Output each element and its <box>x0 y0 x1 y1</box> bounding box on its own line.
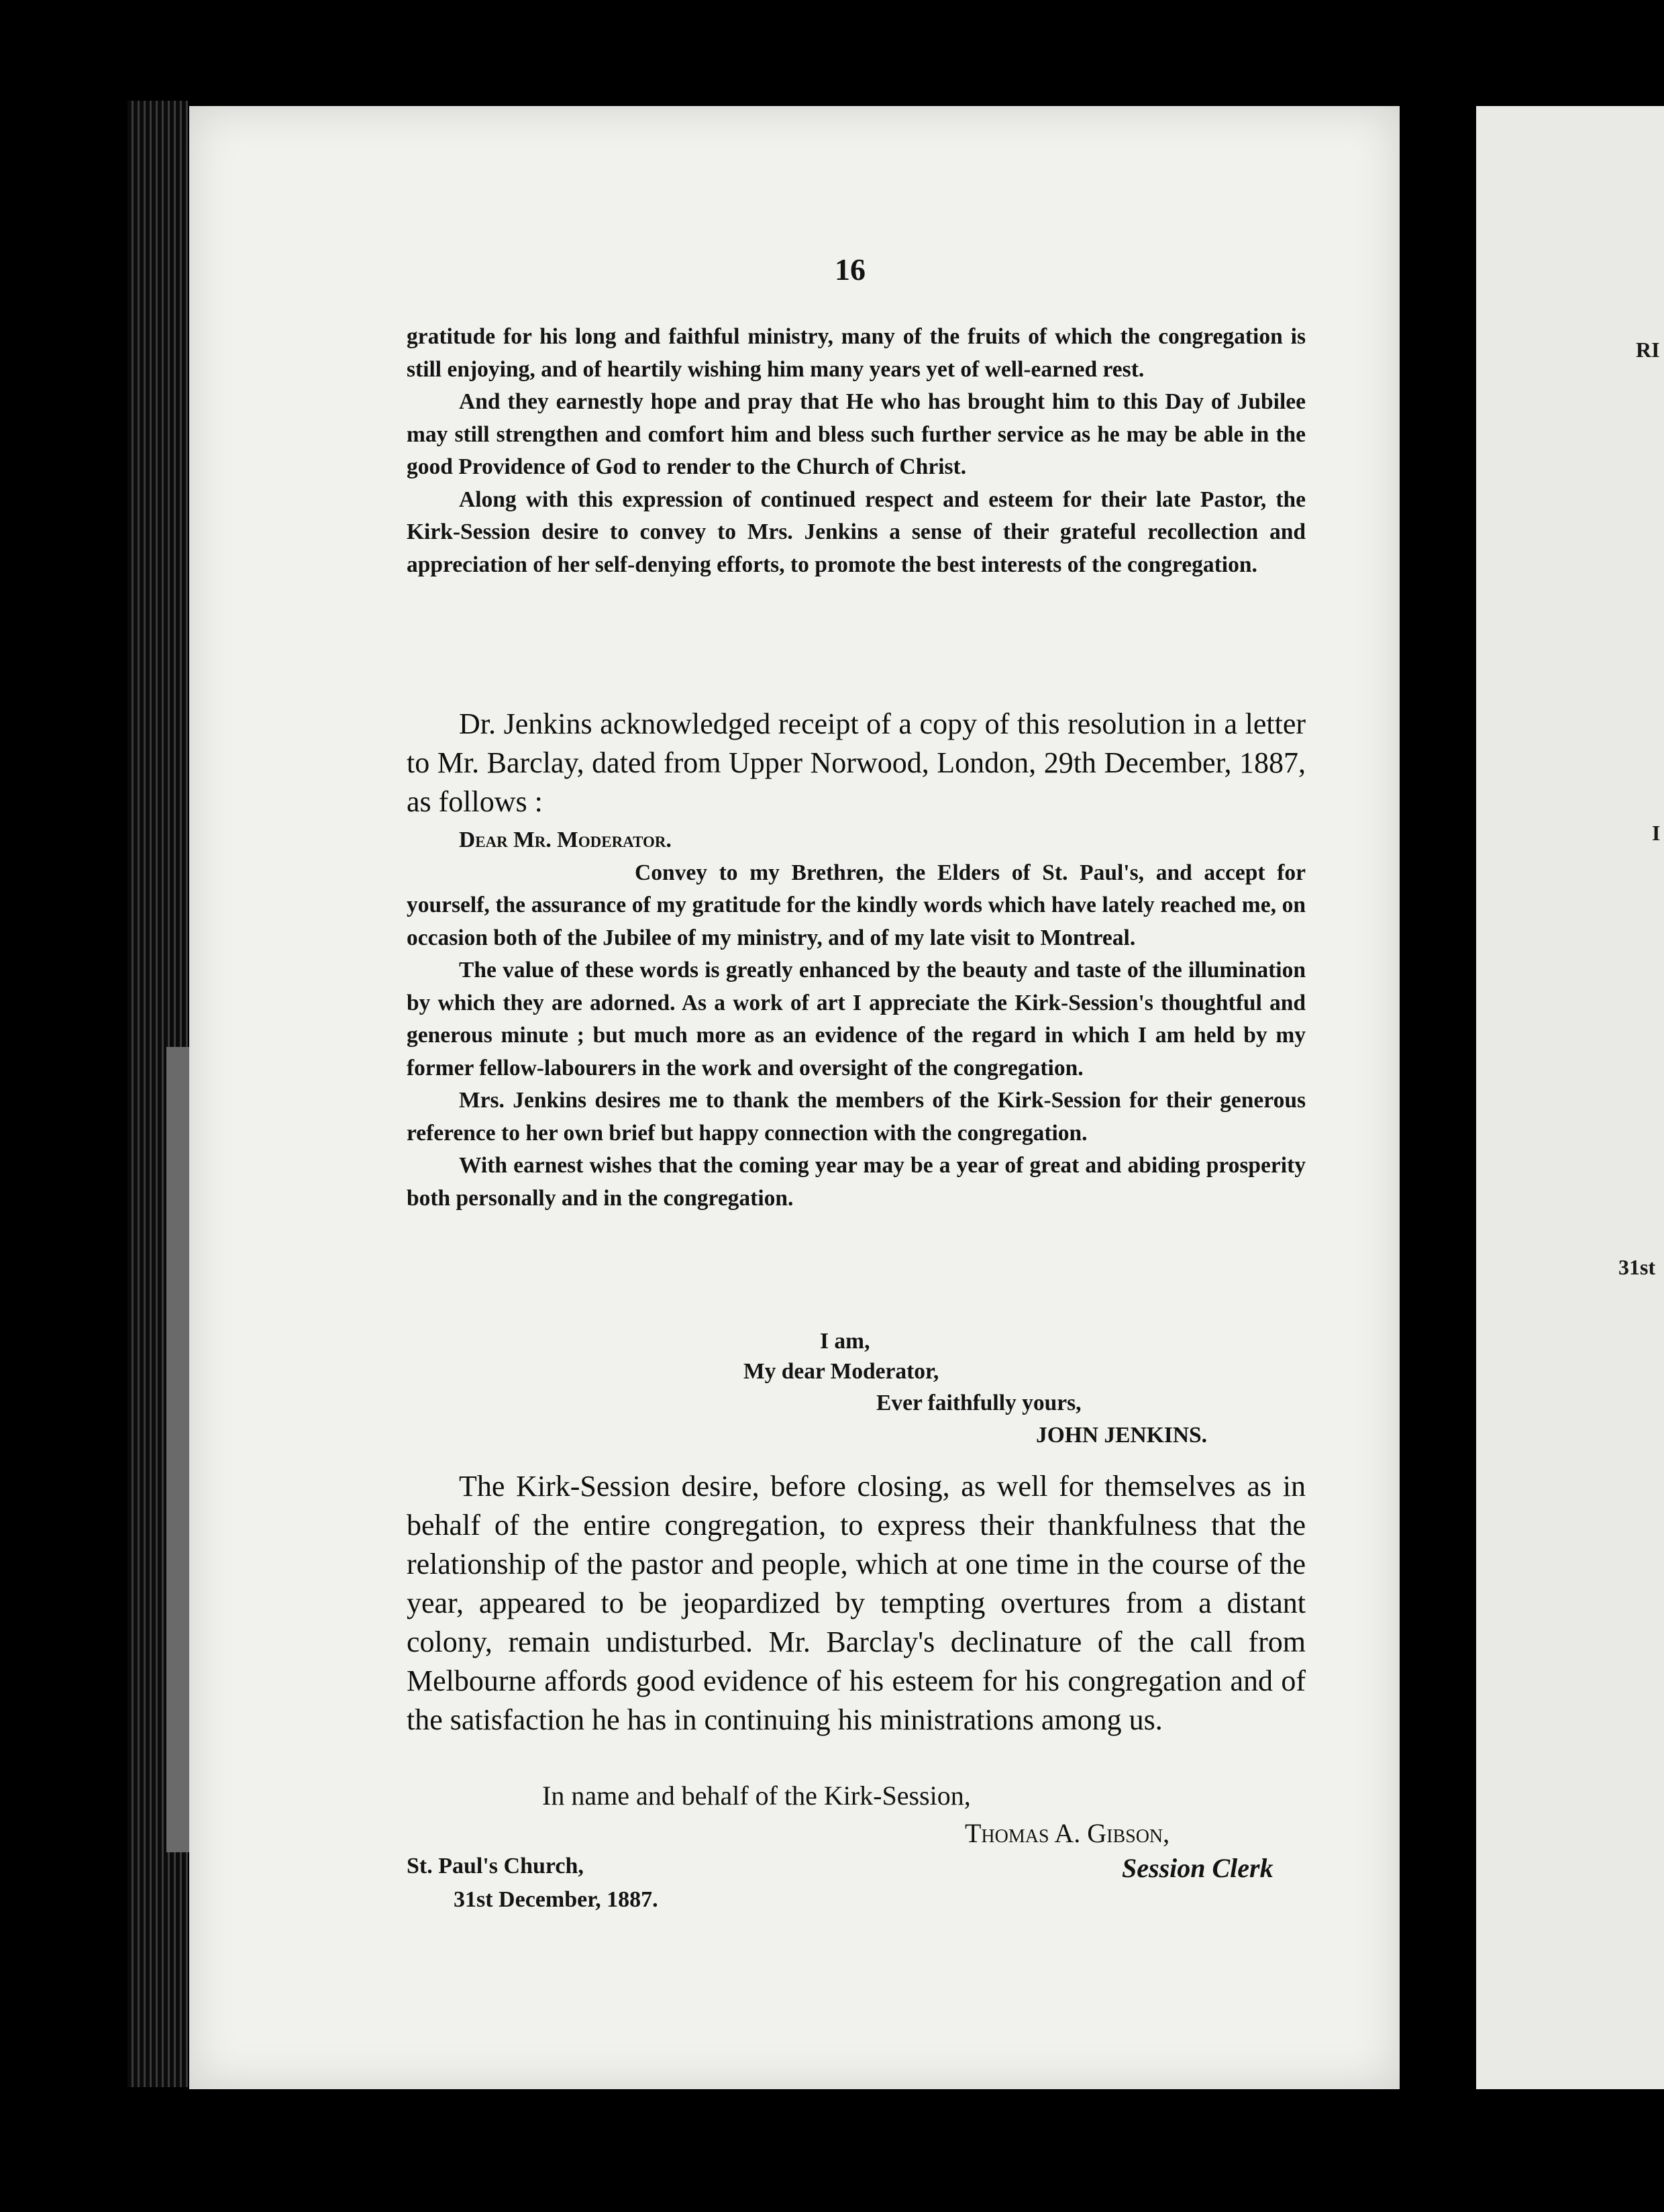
resolution-continuation <box>407 321 1306 581</box>
final-paragraph-block <box>407 1467 1306 1740</box>
sign-off-line: In name and behalf of the Kirk-Session, <box>542 1780 971 1811</box>
resolution-paragraph-1: gratitude for his long and faithful ministry, many of the fruits of which the congregation is still enjoying, and of heartily wishing him many years yet of well-earned rest. <box>407 324 1306 382</box>
resolution-paragraph-3: Along with this expression of continued respect and esteem for their late Pastor, the Kirk-Session desire to convey to Mrs. Jenkins a sense of their grateful recollection and appreciation of her self-denying efforts, to promote the best interests of the congregation. <box>407 487 1306 577</box>
acknowledgement-paragraph: Dr. Jenkins acknowledged receipt of a copy of this resolution in a letter to Mr. Barclay, dated from Upper Norwood, London, 29th December, 1887, as follows : <box>407 707 1306 818</box>
sign-off-date: 31st December, 1887. <box>454 1887 658 1912</box>
resolution-paragraph-2: And they earnestly hope and pray that He who has brought him to this Day of Jubilee may still strengthen and comfort him and bless such further service as he may be able in the good Providence of God to render to the Church of Christ. <box>407 389 1306 479</box>
final-paragraph: The Kirk-Session desire, before closing, as well for themselves as in behalf of the entire congregation, to express their thankfulness that the relationship of the pastor and people, which at one time in the course of the year, appeared to be jeopardized by tempting overtures from a distant colony, remain undisturbed. Mr. Barclay's declinature of the call from Melbourne affords good evidence of his esteem for his congregation and of the satisfaction he has in continuing his ministrations among us. <box>407 1470 1306 1736</box>
letter-paragraph-2: The value of these words is greatly enhanced by the beauty and taste of the illumination by which they are adorned. As a work of art I appreciate the Kirk-Session's thoughtful and generous minute ; but much more as an evidence of the regard in which I am held by my former fellow-labourers in the work and oversight of the congregation. <box>407 958 1306 1080</box>
facing-fragment-2: I <box>1652 821 1661 845</box>
facing-fragment-3: 31st <box>1618 1255 1656 1279</box>
letter-salutation: Dear Mr. Moderator. <box>459 827 672 852</box>
sign-off-name: Thomas A. Gibson, <box>965 1818 1170 1848</box>
acknowledgement-block <box>407 705 1306 821</box>
letter-closing-2: My dear Moderator, <box>743 1359 939 1384</box>
letter-paragraph-4: With earnest wishes that the coming year may be a year of great and abiding prosperity both personally and in the congregation. <box>407 1153 1306 1211</box>
facing-page <box>1476 106 1664 2089</box>
letter-paragraph-1: Convey to my Brethren, the Elders of St. Paul's, and accept for yourself, the assurance of my gratitude for the kindly words which have lately reached me, on occasion both of the Jubilee of my ministry, and of my late visit to Montreal. <box>407 860 1306 950</box>
sign-off-place: St. Paul's Church, <box>407 1854 584 1878</box>
facing-fragment-1: RI <box>1636 338 1660 362</box>
letter-signature: JOHN JENKINS. <box>1036 1423 1208 1448</box>
letter-paragraph-3: Mrs. Jenkins desires me to thank the members of the Kirk-Session for their generous reference to her own brief but happy connection with the congregation. <box>407 1088 1306 1146</box>
letter-closing-1: I am, <box>820 1329 870 1354</box>
letter-body <box>407 824 1306 1215</box>
sign-off-title: Session Clerk <box>1122 1853 1273 1883</box>
page-number: 16 <box>835 252 866 287</box>
letter-closing-3: Ever faithfully yours, <box>876 1391 1082 1415</box>
